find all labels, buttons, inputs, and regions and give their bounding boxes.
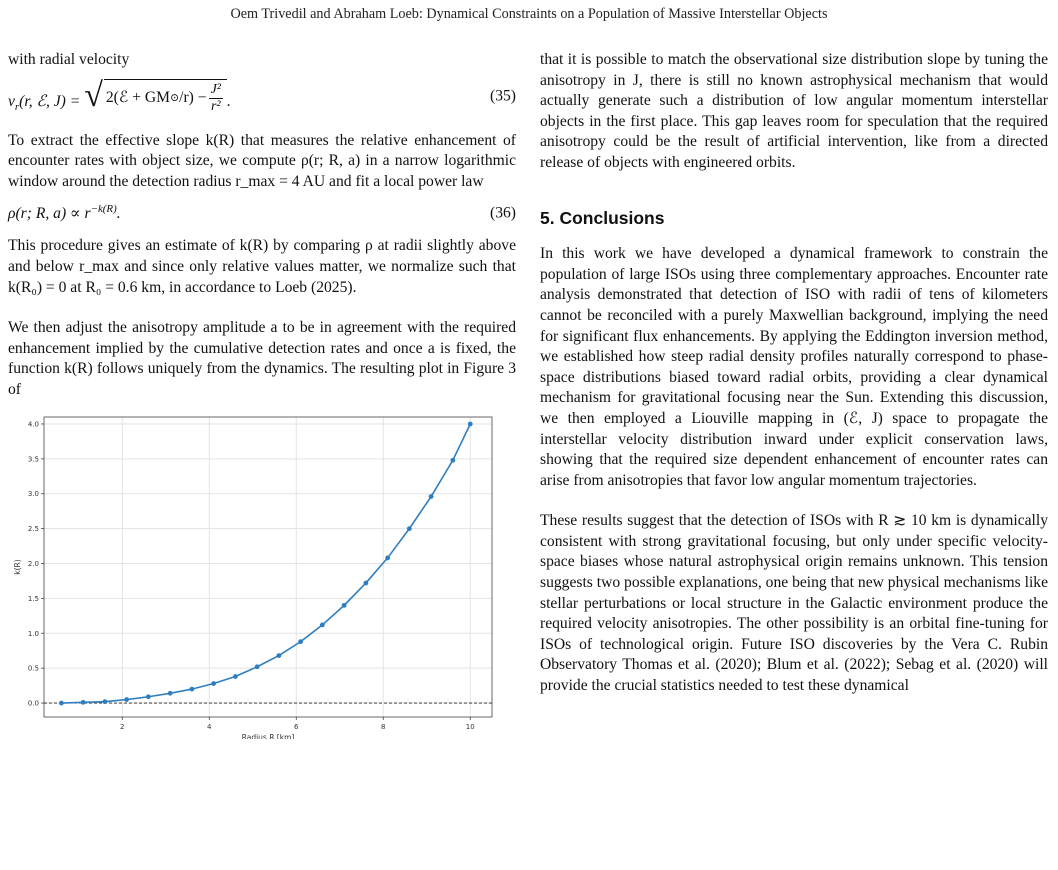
data-point: [320, 622, 325, 627]
eq35-end: .: [227, 92, 231, 110]
eq35-fraction: [209, 82, 223, 115]
data-point: [168, 690, 173, 695]
y-tick-label: 4.0: [27, 420, 39, 429]
data-point: [468, 421, 473, 426]
data-point: [429, 494, 434, 499]
y-tick-label: 0.0: [27, 699, 39, 708]
y-tick-label: 2.0: [27, 559, 39, 568]
data-point: [233, 674, 238, 679]
figure-k-of-r: [8, 409, 518, 739]
paragraph-anisotropy: We then adjust the anisotropy amplitude a to be in agreement with the required enhancement implied by the cumulative detection rates and once a is fixed, the function k(R) follows uniquely from the dynamics. The resulting plot in Figure 3 of: [8, 319, 516, 398]
y-tick-label: 1.0: [27, 629, 39, 638]
data-point: [211, 681, 216, 686]
eq35-frac-den: r²: [210, 98, 221, 114]
eq36-end: .: [116, 205, 121, 223]
data-point: [146, 694, 151, 699]
data-point: [363, 580, 368, 585]
section-title-conclusions: 5. Conclusions: [540, 207, 665, 228]
y-tick-label: 1.5: [27, 594, 39, 603]
equation-35-body: [8, 76, 231, 115]
paragraph-effective-slope: To extract the effective slope k(R) that measures the relative enhancement of encounter rates with object size, we compute ρ(r; R, a) in a narrow logarithmic window around the detection radius r_max = 4 AU and fit a local power law: [8, 131, 516, 190]
equation-35-number: (35): [490, 87, 516, 105]
data-point: [124, 697, 129, 702]
x-tick-label: 8: [381, 722, 386, 731]
data-point: [81, 699, 86, 704]
radical-sign: √: [84, 76, 103, 114]
eq35-inner: 2(ℰ + GM: [105, 88, 171, 106]
paragraph-procedure: This procedure gives an estimate of k(R) by comparing ρ at radii slightly above and below r_max and since only relative values matter, we normalize such that k(R₀) = 0 at R₀ = 0.6 km, in accordance to Loeb (2025).: [8, 237, 516, 296]
right-column: [540, 50, 1048, 697]
sqrt: [84, 76, 227, 115]
eq35-args: (r, ℰ, J) =: [19, 92, 81, 110]
x-tick-label: 2: [120, 722, 125, 731]
equation-36: [8, 192, 516, 236]
data-point: [255, 664, 260, 669]
x-tick-label: 6: [294, 722, 299, 731]
data-point: [298, 639, 303, 644]
paragraph-conclusions-1: In this work we have developed a dynamical framework to constrain the population of large ISOs using three complementary approaches. Encounter rate analysis demonstrated that detection of ISO with radii of tens of kilometers cannot be reconciled with a purely Maxwellian background, implying the need for significant flux enhancements. By applying the Eddington inversion method, we established how steep radial density profiles naturally correspond to phase-space distributions biased toward radial orbits, providing a clear dynamical mechanism for gravitational focusing near the Sun. Extending this discussion, we then employed a Liouville mapping in (ℰ, J) space to propagate the interstellar velocity distribution inward under explicit conservation laws, showing that the required size dependent enhancement of encounter rates can arise from anisotropies that favor low angular momentum trajectories.: [540, 245, 1048, 489]
eq35-frac-num: J²: [210, 81, 221, 97]
y-tick-label: 0.5: [27, 664, 39, 673]
equation-36-number: (36): [490, 205, 516, 223]
eq36-text: ρ(r; R, a) ∝ r: [8, 205, 91, 223]
data-point: [385, 555, 390, 560]
data-point: [59, 700, 64, 705]
paragraph-conclusions-2: These results suggest that the detection of ISOs with R ≳ 10 km is dynamically consistent with strong gravitational focusing, but only under specific velocity-space biases whose natural astrophysical origin remains unknown. This tension suggests two possible explanations, one being that new physical mechanisms like stellar perturbations or local structure in the Galactic environment produce the required velocity anisotropies. The other possibility is an orbital fine-tuning for ISOs of technological origin. Future ISO discoveries by the Vera C. Rubin Observatory Thomas et al. (2020); Blum et al. (2022); Sebag et al. (2020) will provide the crucial statistics needed to test these dynamical: [540, 512, 1049, 695]
data-point: [189, 686, 194, 691]
paragraph-anisotropy-continued: that it is possible to match the observational size distribution slope by tuning the anisotropy in J, there is still no known astrophysical mechanism that would actually generate such a distribution of low angular momentum interstellar objects in the first place. This gap leaves room for speculation that the required anisotropy could be the result of artificial intervention, like from a directed release of objects with engineered orbits.: [540, 51, 1048, 171]
x-tick-label: 4: [207, 722, 212, 731]
data-point: [342, 603, 347, 608]
x-axis-label: Radius R [km]: [241, 732, 295, 739]
eq36-sup: −k(R): [90, 202, 117, 215]
data-point: [102, 699, 107, 704]
equation-36-body: [8, 204, 121, 225]
y-axis-label: k(R): [13, 558, 22, 575]
eq35-inner2: /r) −: [179, 88, 207, 106]
data-point: [276, 653, 281, 658]
x-tick-label: 10: [465, 722, 475, 731]
eq35-sub: r: [14, 100, 20, 113]
data-point: [450, 457, 455, 462]
left-column: [8, 50, 516, 739]
running-title: Oem Trivedil and Abraham Loeb: Dynamical Constraints on a Population of Massive Interstellar Objects: [230, 6, 828, 22]
paragraph-radial-velocity: with radial velocity: [8, 51, 130, 68]
sqrt-content: 2(ℰ + GM ⊙ /r) − $\frac{\text{J²}}{\text{r²}}$: [104, 79, 227, 115]
k-of-r-chart: [8, 409, 518, 739]
eq35-lhs: v: [8, 92, 15, 110]
y-tick-label: 2.5: [27, 524, 39, 533]
y-tick-label: 3.0: [27, 489, 39, 498]
y-tick-label: 3.5: [27, 454, 39, 463]
plot-frame: [44, 417, 492, 717]
data-point: [407, 526, 412, 531]
equation-35: [8, 71, 516, 123]
